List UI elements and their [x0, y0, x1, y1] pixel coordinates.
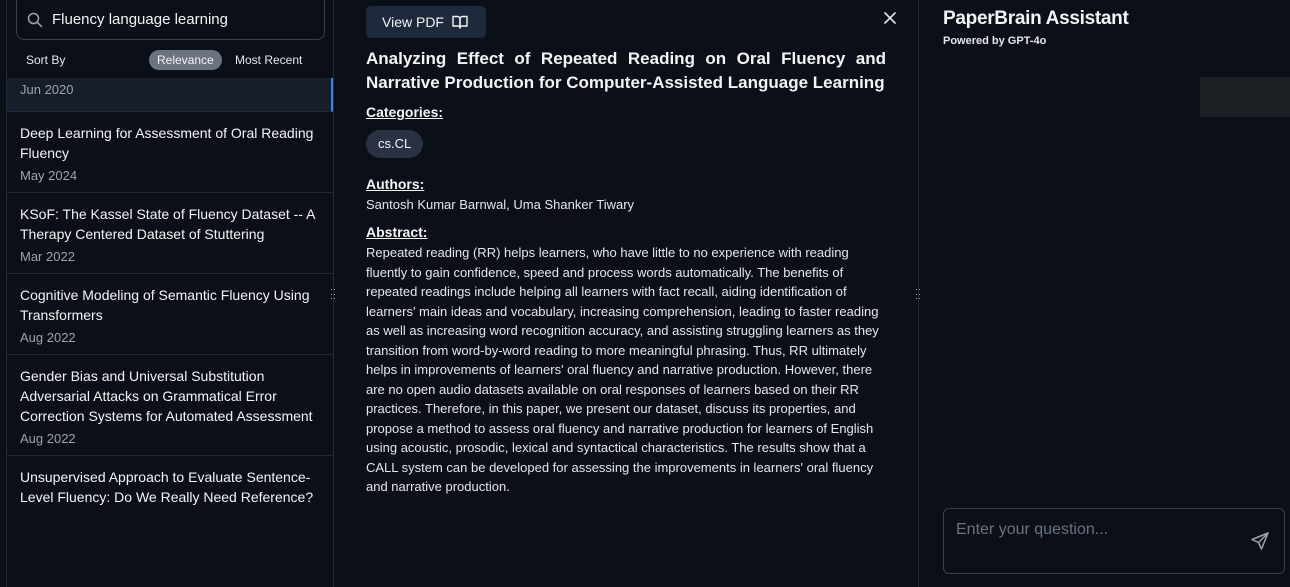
- categories-label: Categories:: [366, 104, 444, 120]
- search-icon: [27, 12, 43, 28]
- result-date: Aug 2022: [20, 431, 76, 446]
- result-title: Cognitive Modeling of Semantic Fluency Using Transformers: [20, 287, 310, 323]
- result-date: Jun 2020: [20, 82, 74, 97]
- abstract-label: Abstract:: [366, 224, 428, 240]
- sort-relevance-button[interactable]: Relevance: [149, 50, 222, 70]
- result-item[interactable]: [7, 456, 333, 507]
- result-date: Mar 2022: [20, 249, 75, 264]
- result-item[interactable]: [7, 355, 333, 456]
- result-item[interactable]: [7, 112, 333, 193]
- result-date: May 2024: [20, 168, 78, 183]
- send-icon[interactable]: [1250, 531, 1270, 551]
- sort-label: Sort By: [26, 53, 66, 67]
- assistant-panel: [919, 0, 1290, 587]
- authors-label: Authors:: [366, 176, 425, 192]
- question-box[interactable]: [943, 508, 1285, 574]
- book-open-icon: [452, 15, 468, 29]
- result-title: Deep Learning for Assessment of Oral Reading Fluency: [20, 125, 314, 161]
- results-list: [7, 78, 333, 507]
- result-item[interactable]: [7, 78, 333, 112]
- result-title: Gender Bias and Universal Substitution Adversarial Attacks on Grammatical Error Correction Systems for Automated Assessment: [20, 368, 313, 424]
- result-title: KSoF: The Kassel State of Fluency Dataset -- A Therapy Centered Dataset of Stuttering: [20, 206, 315, 242]
- result-item[interactable]: [7, 193, 333, 274]
- view-pdf-label: View PDF: [382, 14, 444, 30]
- sort-bar: [0, 49, 333, 71]
- assistant-subtitle: Powered by GPT-4o: [943, 35, 1047, 47]
- message-placeholder: [1200, 77, 1290, 117]
- result-date: Aug 2022: [20, 330, 76, 345]
- paper-title: Analyzing Effect of Repeated Reading on Oral Fluency and Narrative Production for Computer-Assisted Language Learning: [366, 49, 886, 92]
- close-icon[interactable]: [883, 11, 897, 25]
- sort-most-recent-button[interactable]: Most Recent: [235, 53, 303, 67]
- search-input[interactable]: [52, 11, 302, 28]
- category-tag: cs.CL: [366, 130, 423, 158]
- paper-abstract: Repeated reading (RR) helps learners, who have little to no experience with reading fluently to gain confidence, speed and process words automatically. The benefits of repeated readings include helping all learners with fact recall, aiding identification of learners' main ideas and vocabulary, increasing comprehension, leading to faster reading as well as increasing word recognition accuracy, and assisting struggling learners as they transition from word-by-word reading to more meaningful phrasing. Thus, RR ultimately helps in improvements of learners' oral fluency and narrative production. However, there are no open audio datasets available on oral responses of learners based on their RR practices. Therefore, in this paper, we present our dataset, discuss its properties, and propose a method to assess oral fluency and narrative production for learners of English using acoustic, prosodic, lexical and syntactical characteristics. The results show that a CALL system can be developed for assessing the improvements in learners' oral fluency and narrative production.: [366, 245, 879, 494]
- paper-authors: Santosh Kumar Barnwal, Uma Shanker Tiwary: [366, 197, 635, 212]
- result-title: Unsupervised Approach to Evaluate Sentence-Level Fluency: Do We Really Need Reference?: [20, 469, 314, 505]
- results-panel: [0, 0, 334, 587]
- result-item[interactable]: [7, 274, 333, 355]
- paper-detail-panel: [334, 0, 919, 587]
- question-input[interactable]: [956, 521, 1236, 539]
- assistant-title: PaperBrain Assistant: [943, 8, 1129, 29]
- view-pdf-button[interactable]: [366, 6, 486, 38]
- search-box[interactable]: [16, 0, 325, 40]
